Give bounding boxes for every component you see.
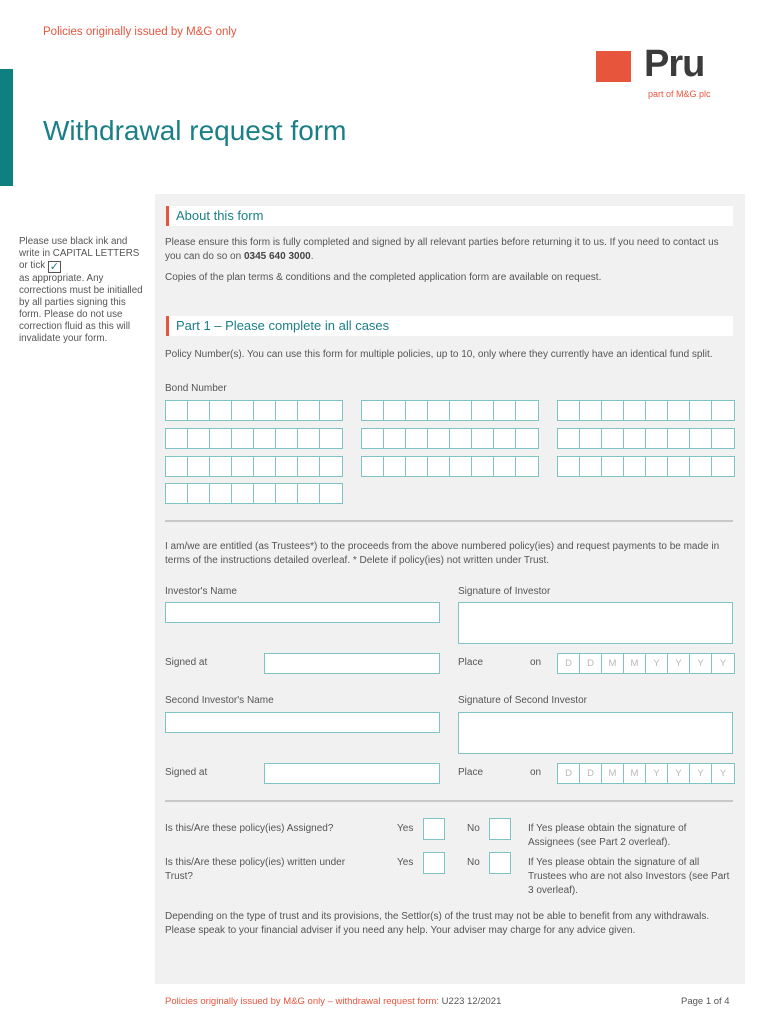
bond-number-field[interactable] xyxy=(165,456,343,477)
bond-digit-cell[interactable] xyxy=(646,401,668,420)
bond-digit-cell[interactable] xyxy=(494,457,516,476)
entitlement-text: I am/we are entitled (as Trustees*) to the proceeds from the above numbered policy(ies) and request payments to be made in terms of the instructions detailed overleaf. * Delete if policy(ies) not written under Trust. xyxy=(165,541,720,566)
bond-digit-cell[interactable] xyxy=(712,429,734,448)
bond-digit-cell[interactable] xyxy=(558,457,580,476)
bond-digit-cell[interactable] xyxy=(254,401,276,420)
about-text-b: . xyxy=(310,251,314,262)
instructions-text-a: Please use black ink and write in CAPITAL LETTERS or tick xyxy=(19,236,140,271)
header-note: Policies originally issued by M&G only xyxy=(43,26,237,38)
bond-digit-cell[interactable] xyxy=(188,457,210,476)
place-label: Place xyxy=(458,657,484,668)
bond-digit-cell[interactable] xyxy=(362,401,384,420)
terms-paragraph: Copies of the plan terms & conditions and the completed application form are available on request. xyxy=(165,272,602,283)
bond-number-field[interactable] xyxy=(557,428,735,449)
bond-digit-cell[interactable] xyxy=(276,457,298,476)
date-digit-cell[interactable]: D xyxy=(580,654,602,673)
signed-at-label-2: Signed at xyxy=(165,767,208,778)
date-digit-cell[interactable]: Y xyxy=(646,764,668,783)
bond-number-field[interactable] xyxy=(557,400,735,421)
bond-number-field[interactable] xyxy=(165,400,343,421)
second-investor-name-field[interactable] xyxy=(165,712,440,733)
bond-digit-cell[interactable] xyxy=(668,401,690,420)
bond-digit-cell[interactable] xyxy=(254,429,276,448)
bond-digit-cell[interactable] xyxy=(602,401,624,420)
bond-digit-cell[interactable] xyxy=(580,401,602,420)
bond-digit-cell[interactable] xyxy=(428,401,450,420)
bond-digit-cell[interactable] xyxy=(580,429,602,448)
assigned-no-checkbox[interactable] xyxy=(489,818,511,840)
investor-date-field[interactable] xyxy=(557,653,735,674)
bond-digit-cell[interactable] xyxy=(320,457,342,476)
bond-digit-cell[interactable] xyxy=(668,429,690,448)
phone-number: 0345 640 3000 xyxy=(243,251,311,262)
second-investor-name-label: Second Investor's Name xyxy=(165,695,274,706)
bond-digit-cell[interactable] xyxy=(690,429,712,448)
about-heading: About this form xyxy=(166,206,733,226)
bond-digit-cell[interactable] xyxy=(166,429,188,448)
bond-digit-cell[interactable] xyxy=(166,401,188,420)
second-investor-signature-field[interactable] xyxy=(458,712,733,754)
bond-digit-cell[interactable] xyxy=(558,401,580,420)
bond-digit-cell[interactable] xyxy=(384,401,406,420)
on-label: on xyxy=(530,657,542,668)
logo-square xyxy=(596,51,631,82)
bond-digit-cell[interactable] xyxy=(276,484,298,503)
page-title: Withdrawal request form xyxy=(43,115,347,146)
bond-digit-cell[interactable] xyxy=(428,457,450,476)
assigned-yes-checkbox[interactable] xyxy=(423,818,445,840)
trust-no-label: No xyxy=(467,857,480,868)
tick-icon: ✓ xyxy=(49,261,59,273)
bond-digit-cell[interactable] xyxy=(406,429,428,448)
assigned-question: Is this/Are these policy(ies) Assigned? xyxy=(165,823,334,834)
place-label-2: Place xyxy=(458,767,484,778)
date-digit-cell[interactable]: M xyxy=(624,654,646,673)
bond-digit-cell[interactable] xyxy=(384,457,406,476)
on-label-2: on xyxy=(530,767,542,778)
bond-number-field[interactable] xyxy=(557,456,735,477)
instructions-sidebar xyxy=(19,236,149,345)
investor-signature-field[interactable] xyxy=(458,602,733,644)
date-digit-cell[interactable]: Y xyxy=(719,768,727,779)
bond-digit-cell[interactable] xyxy=(472,429,494,448)
signed-at-field[interactable] xyxy=(264,653,440,674)
date-digit-cell[interactable]: Y xyxy=(668,764,690,783)
bond-digit-cell[interactable] xyxy=(428,429,450,448)
logo-word: Pru xyxy=(644,43,705,85)
bond-digit-cell[interactable] xyxy=(320,484,342,503)
trust-question: Is this/Are these policy(ies) written under Trust? xyxy=(165,857,346,882)
bond-digit-cell[interactable] xyxy=(320,429,342,448)
date-digit-cell[interactable]: Y xyxy=(690,764,712,783)
bond-digit-cell[interactable] xyxy=(668,457,690,476)
signed-at-label: Signed at xyxy=(165,657,208,668)
bond-digit-cell[interactable] xyxy=(580,457,602,476)
bond-digit-cell[interactable] xyxy=(166,484,188,503)
date-digit-cell[interactable]: Y xyxy=(646,654,668,673)
bond-number-field[interactable] xyxy=(361,456,539,477)
bond-digit-cell[interactable] xyxy=(494,429,516,448)
assigned-note: If Yes please obtain the signature of Assignees (see Part 2 overleaf). xyxy=(528,823,687,848)
bond-digit-cell[interactable] xyxy=(450,457,472,476)
date-digit-cell[interactable]: Y xyxy=(690,654,712,673)
second-investor-signature-label: Signature of Second Investor xyxy=(458,695,587,706)
bond-digit-cell[interactable] xyxy=(472,457,494,476)
bond-digit-cell[interactable] xyxy=(298,401,320,420)
settlor-note: Depending on the type of trust and its provisions, the Settlor(s) of the trust may not be able to benefit from any withdrawals. Please speak to your financial adviser if you need any help. Your adviser may charge for any advice given. xyxy=(165,911,710,936)
bond-digit-cell[interactable] xyxy=(558,429,580,448)
bond-digit-cell[interactable] xyxy=(472,401,494,420)
date-digit-cell[interactable]: Y xyxy=(668,654,690,673)
policy-note: Policy Number(s). You can use this form for multiple policies, up to 10, only where they currently have an identical fund split. xyxy=(165,349,713,360)
about-text-a: Please ensure this form is fully completed and signed by all relevant parties before returning it to us. If you need to contact us you can do so on xyxy=(165,237,719,262)
bond-digit-cell[interactable] xyxy=(298,457,320,476)
investor-signature-label: Signature of Investor xyxy=(458,586,551,597)
page-number: Page 1 of 4 xyxy=(681,996,730,1007)
bond-digit-cell[interactable] xyxy=(384,429,406,448)
bond-digit-cell[interactable] xyxy=(232,429,254,448)
bond-digit-cell[interactable] xyxy=(210,429,232,448)
bond-digit-cell[interactable] xyxy=(624,457,646,476)
bond-digit-cell[interactable] xyxy=(276,429,298,448)
pru-logo xyxy=(596,43,726,101)
bond-digit-cell[interactable] xyxy=(362,457,384,476)
bond-digit-cell[interactable] xyxy=(298,429,320,448)
bond-digit-cell[interactable] xyxy=(450,429,472,448)
date-digit-cell[interactable]: M xyxy=(602,654,624,673)
footer-form-reference xyxy=(165,996,501,1007)
bond-digit-cell[interactable] xyxy=(516,457,538,476)
assigned-no-label: No xyxy=(467,823,480,834)
date-digit-cell[interactable]: Y xyxy=(719,658,727,669)
trust-no-checkbox[interactable] xyxy=(489,852,511,874)
bond-digit-cell[interactable] xyxy=(232,457,254,476)
bond-number-field[interactable] xyxy=(165,483,343,504)
footer-text: Policies originally issued by M&G only – withdrawal request form: xyxy=(165,996,442,1007)
bond-digit-cell[interactable] xyxy=(210,484,232,503)
bond-digit-cell[interactable] xyxy=(232,484,254,503)
divider xyxy=(165,520,733,522)
bond-digit-cell[interactable] xyxy=(494,401,516,420)
bond-digit-cell[interactable] xyxy=(712,401,734,420)
trust-yes-label: Yes xyxy=(397,857,414,868)
bond-digit-cell[interactable] xyxy=(254,457,276,476)
accent-bar xyxy=(0,69,13,186)
date-digit-cell[interactable]: D xyxy=(558,764,580,783)
bond-digit-cell[interactable] xyxy=(406,401,428,420)
bond-digit-cell[interactable] xyxy=(232,401,254,420)
bond-digit-cell[interactable] xyxy=(406,457,428,476)
bond-digit-cell[interactable] xyxy=(516,429,538,448)
signed-at-field-2[interactable] xyxy=(264,763,440,784)
second-investor-date-field[interactable] xyxy=(557,763,735,784)
bond-number-field[interactable] xyxy=(361,400,539,421)
bond-digit-cell[interactable] xyxy=(602,429,624,448)
bond-digit-cell[interactable] xyxy=(602,457,624,476)
bond-digit-cell[interactable] xyxy=(188,484,210,503)
bond-number-label: Bond Number xyxy=(165,383,227,394)
bond-digit-cell[interactable] xyxy=(690,401,712,420)
bond-digit-cell[interactable] xyxy=(320,401,342,420)
bond-digit-cell[interactable] xyxy=(210,457,232,476)
bond-digit-cell[interactable] xyxy=(254,484,276,503)
bond-number-field[interactable] xyxy=(361,428,539,449)
date-digit-cell[interactable]: D xyxy=(558,654,580,673)
bond-digit-cell[interactable] xyxy=(624,401,646,420)
part1-heading: Part 1 – Please complete in all cases xyxy=(166,316,733,336)
about-paragraph xyxy=(165,236,735,264)
bond-digit-cell[interactable] xyxy=(450,401,472,420)
date-digit-cell[interactable]: D xyxy=(580,764,602,783)
date-digit-cell[interactable]: M xyxy=(602,764,624,783)
bond-digit-cell[interactable] xyxy=(298,484,320,503)
divider-2 xyxy=(165,800,733,802)
bond-digit-cell[interactable] xyxy=(516,401,538,420)
bond-number-field[interactable] xyxy=(165,428,343,449)
trust-note: If Yes please obtain the signature of all Trustees who are not also Investors (see Part 3 overleaf). xyxy=(528,857,730,896)
bond-digit-cell[interactable] xyxy=(646,457,668,476)
form-code: U223 12/2021 xyxy=(441,996,502,1007)
investor-name-field[interactable] xyxy=(165,602,440,623)
logo-subtitle: part of M&G plc xyxy=(648,89,711,99)
trust-yes-checkbox[interactable] xyxy=(423,852,445,874)
bond-digit-cell[interactable] xyxy=(712,457,734,476)
investor-name-label: Investor's Name xyxy=(165,586,237,597)
bond-digit-cell[interactable] xyxy=(188,401,210,420)
date-digit-cell[interactable]: M xyxy=(624,764,646,783)
assigned-yes-label: Yes xyxy=(397,823,414,834)
instructions-text-b: as appropriate. Any corrections must be initialled by all parties signing this form. Please do not use correction fluid as this will invalidate your form. xyxy=(19,273,143,344)
bond-digit-cell[interactable] xyxy=(646,429,668,448)
bond-digit-cell[interactable] xyxy=(362,429,384,448)
bond-digit-cell[interactable] xyxy=(624,429,646,448)
bond-digit-cell[interactable] xyxy=(188,429,210,448)
bond-digit-cell[interactable] xyxy=(690,457,712,476)
bond-digit-cell[interactable] xyxy=(166,457,188,476)
bond-digit-cell[interactable] xyxy=(276,401,298,420)
bond-digit-cell[interactable] xyxy=(210,401,232,420)
